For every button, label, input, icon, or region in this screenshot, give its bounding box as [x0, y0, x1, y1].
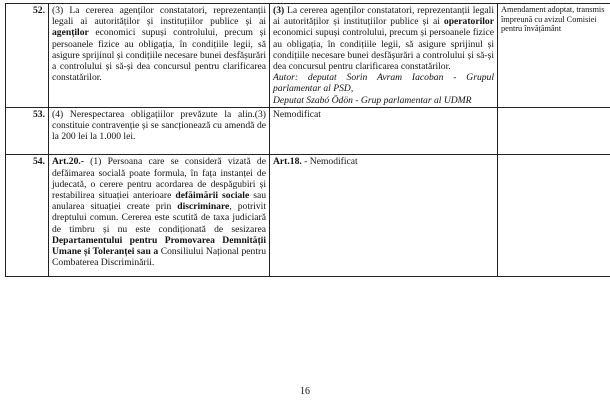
amendments-table — [5, 3, 610, 277]
table-row — [6, 4, 610, 108]
text-segment: economici supuși controlului, precum și persoanele fizice au obligația, în condițiile legii, să asigure sprijinul și condițiile necesare bunei desfășurări a controlului și să-și dea concursul pentru clarificarea constatărilor. — [52, 27, 266, 84]
text-segment: La cererea agenților constatatori, reprezentanții legali ai autorităților și instituțiilor publice și ai — [273, 5, 494, 28]
row-number: 54. — [6, 155, 49, 277]
bold-segment: discriminare — [177, 201, 230, 213]
amended-text-cell — [270, 155, 498, 277]
table-row — [6, 107, 610, 155]
original-text-cell: (4) Nerespectarea obligațiilor prevăzute la alin.(3) constituie contravenție și se sancționează cu amendă de la 200 lei la 1.000 lei. — [49, 107, 270, 155]
amended-text-cell — [270, 4, 498, 108]
observations-cell — [498, 107, 610, 155]
row-number: 52. — [6, 4, 49, 108]
bold-segment: agenților — [52, 27, 89, 39]
text-segment: (3) La cererea agenților constatatori, reprezentanții legali ai autorităților și instituțiilor publice și ai — [52, 5, 266, 28]
amended-text-cell: Nemodificat — [270, 107, 498, 155]
author-line: Deputat Szabó Ödön - Grup parlamentar al UDMR — [273, 94, 472, 106]
text-segment: sau anularea situației create prin — [52, 190, 267, 213]
author-line: Autor: deputat Sorin Avram Iacoban - Grupul parlamentar al PSD, — [273, 72, 494, 95]
bold-segment: Departamentului pentru Promovarea Demnității Umane și Toleranței sau a — [52, 234, 266, 258]
bold-segment: (3) — [273, 5, 285, 16]
original-text-cell — [49, 155, 270, 277]
text-segment: - Nemodificat — [301, 156, 358, 168]
article-label: Art.20.- — [52, 156, 84, 168]
article-label: Art.18. — [273, 156, 302, 168]
row-number: 53. — [6, 107, 49, 155]
text-segment: (1) Persoana care se consideră vizată de defăimarea socială poate formula, în fața instanței de judecată, o cerere pentru acordarea de despăgubiri și restabilirea situației anterioare — [52, 156, 266, 202]
bold-segment: operatorilor — [443, 16, 494, 28]
table-row — [6, 155, 610, 277]
text-segment: economici supuși controlului, precum și persoanele fizice au obligația, în condițiile legii, să asigure sprijinul și condițiile necesare bunei desfășurări a controlului și să-și dea concursul pentru clarificarea constatărilor. — [273, 27, 494, 73]
page-number: 16 — [300, 386, 310, 397]
text-segment: , potrivit dreptului comun. Cererea este scutită de taxa judiciară de timbru și nu este condiționată de sesizarea — [52, 201, 266, 235]
observations-cell — [498, 155, 610, 277]
original-text-cell — [49, 4, 270, 108]
bold-segment: defăimării sociale — [175, 190, 250, 202]
text-segment: Consiliului Național pentru Combaterea Discriminării. — [52, 246, 266, 269]
observations-cell: Amendament adoptat, transmis împreună cu avizul Comisiei pentru învățământ — [498, 4, 610, 108]
